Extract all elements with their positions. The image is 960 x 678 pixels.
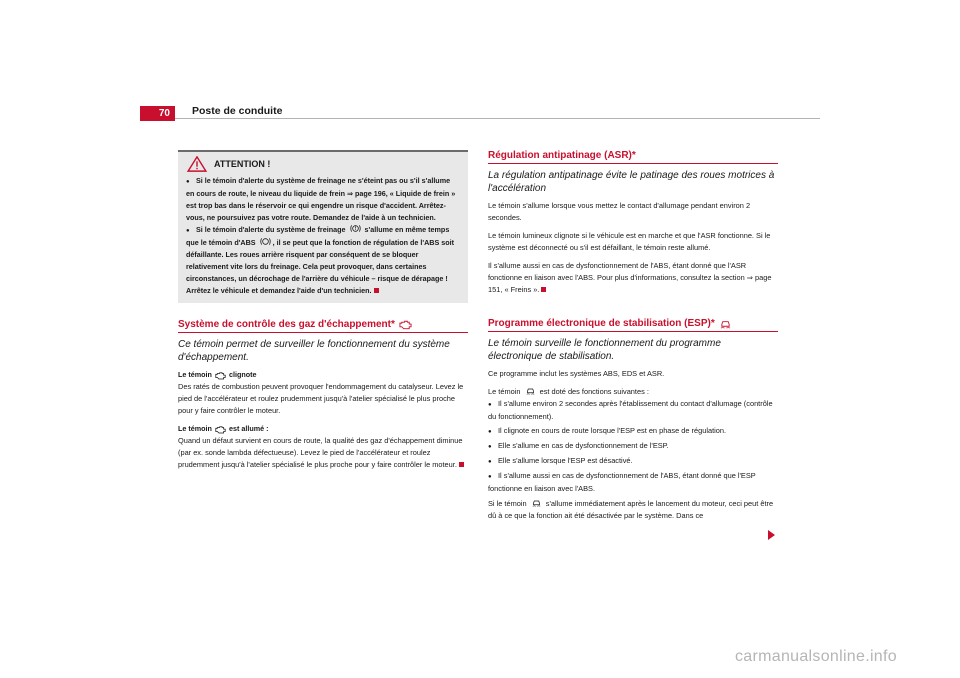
svg-text:!: !	[354, 226, 356, 232]
page-number: 70	[140, 106, 175, 121]
asr-subtitle: La régulation antipatinage évite le patinage des roues motrices à l'accélération	[488, 170, 775, 194]
exhaust-subtitle: Ce témoin permet de surveiller le fonctionnement du système d'échappement.	[178, 339, 450, 363]
continue-arrow-icon	[768, 530, 775, 540]
warning-triangle-icon	[186, 156, 208, 172]
end-mark	[459, 462, 464, 467]
warning-title	[186, 156, 460, 172]
esp-bullet-3: ● Elle s'allume en cas de dysfonctionnement de l'ESP.	[488, 440, 778, 453]
esp-bullet-5: ● Il s'allume aussi en cas de dysfonctionnement de l'ABS, étant donné que l'ESP fonctionne en liaison avec l'ABS.	[488, 470, 778, 495]
esp-subtitle: Le témoin surveille le fonctionnement du programme électronique de stabilisation.	[488, 338, 721, 362]
esp-bullet-4: ● Elle s'allume lorsque l'ESP est désactivé.	[488, 455, 778, 468]
right-column	[488, 150, 778, 522]
engine-check-icon	[215, 371, 226, 380]
warning-item-2: ● Si le témoin d'alerte du système de freinage ! s'allume en même temps que le témoin d'ABS , il se peut que la fonction de régulation de l'ABS soit défaillante. Les roues arrière risquent par conséquent de se bloquer relativement vite lors du freinage. Cela peut provoquer, dans certaines circonstances, un décrochage de l'arrière du véhicule – risque de dérapage ! Arrêtez le véhicule et demandez l'aide d'un technicien.	[186, 224, 460, 297]
engine-check-icon	[399, 319, 412, 330]
page-header-title: Poste de conduite	[192, 105, 283, 117]
left-column	[178, 150, 468, 471]
exhaust-label-lit: Le témoin est allumé :	[178, 424, 269, 433]
esp-paragraph-3: Si le témoin s'allume immédiatement après le lancement du moteur, ceci peut être dû à ce que la fonction ait été désactivée par le système. Dans ce	[488, 499, 774, 520]
exhaust-text-2: Quand un défaut survient en cours de route, la qualité des gaz d'échappement diminue (par ex. sonde lambda défectueuse). Levez le pied de l'accélérateur et roulez prudemment jusqu'à l'atelier spécialisé le plus proche pour y faire contrôler le moteur.	[178, 436, 463, 469]
esp-skid-icon	[719, 318, 732, 329]
watermark: carmanualsonline.info	[735, 648, 897, 665]
end-mark	[541, 287, 546, 292]
warning-title-text: ATTENTION !	[214, 159, 271, 169]
warning-box	[178, 150, 468, 303]
asr-section-title: Régulation antipatinage (ASR)*	[488, 150, 778, 164]
engine-check-icon	[215, 425, 226, 434]
esp-skid-icon	[525, 386, 536, 395]
header-rule	[140, 118, 820, 119]
brake-warning-icon	[350, 224, 361, 233]
asr-paragraph-1: Le témoin s'allume lorsque vous mettez le contact d'allumage pendant environ 2 secondes.	[488, 201, 751, 222]
esp-bullet-1: ● Il s'allume environ 2 secondes après l'établissement du contact d'allumage (contrôle du fonctionnement).	[488, 398, 778, 423]
abs-warning-icon	[260, 237, 271, 246]
esp-bullet-2: ● Il clignote en cours de route lorsque l'ESP est en phase de régulation.	[488, 425, 778, 438]
asr-paragraph-2: Le témoin lumineux clignote si le véhicule est en marche et que l'ASR fonctionne. Si le système est déconnecté ou s'il est défaillant, le témoin reste allumé.	[488, 231, 771, 252]
warning-item-1: ● Si le témoin d'alerte du système de freinage ne s'éteint pas ou s'il s'allume en cours de route, le niveau du liquide de frein ⇒ page 196, « Liquide de frein » est trop bas dans le réservoir ce qui engendre un risque d'accident. Arrêtez-vous, ne poursuivez pas votre route. Demandez de l'aide à un technicien.	[186, 175, 460, 224]
esp-paragraph-1: Ce programme inclut les systèmes ABS, EDS et ASR.	[488, 369, 665, 378]
exhaust-label-blinking: Le témoin clignote	[178, 370, 257, 379]
esp-skid-icon	[531, 498, 542, 507]
exhaust-text-1: Des ratés de combustion peuvent provoquer l'endommagement du catalyseur. Levez le pied de l'accélérateur et roulez prudemment jusqu'à l'atelier spécialisé le plus proche pour y faire contrôler le moteur.	[178, 382, 464, 415]
asr-paragraph-3: Il s'allume aussi en cas de dysfonctionnement de l'ABS, étant donné que l'ASR fonctionne en liaison avec l'ABS. Pour plus d'informations, consultez la section ⇒ page 151, « Freins ».	[488, 261, 772, 294]
esp-paragraph-2: Le témoin est doté des fonctions suivantes :	[488, 387, 649, 396]
exhaust-section-title: Système de contrôle des gaz d'échappement*	[178, 319, 468, 333]
end-mark	[374, 288, 379, 293]
esp-section-title: Programme électronique de stabilisation (ESP)*	[488, 318, 778, 332]
